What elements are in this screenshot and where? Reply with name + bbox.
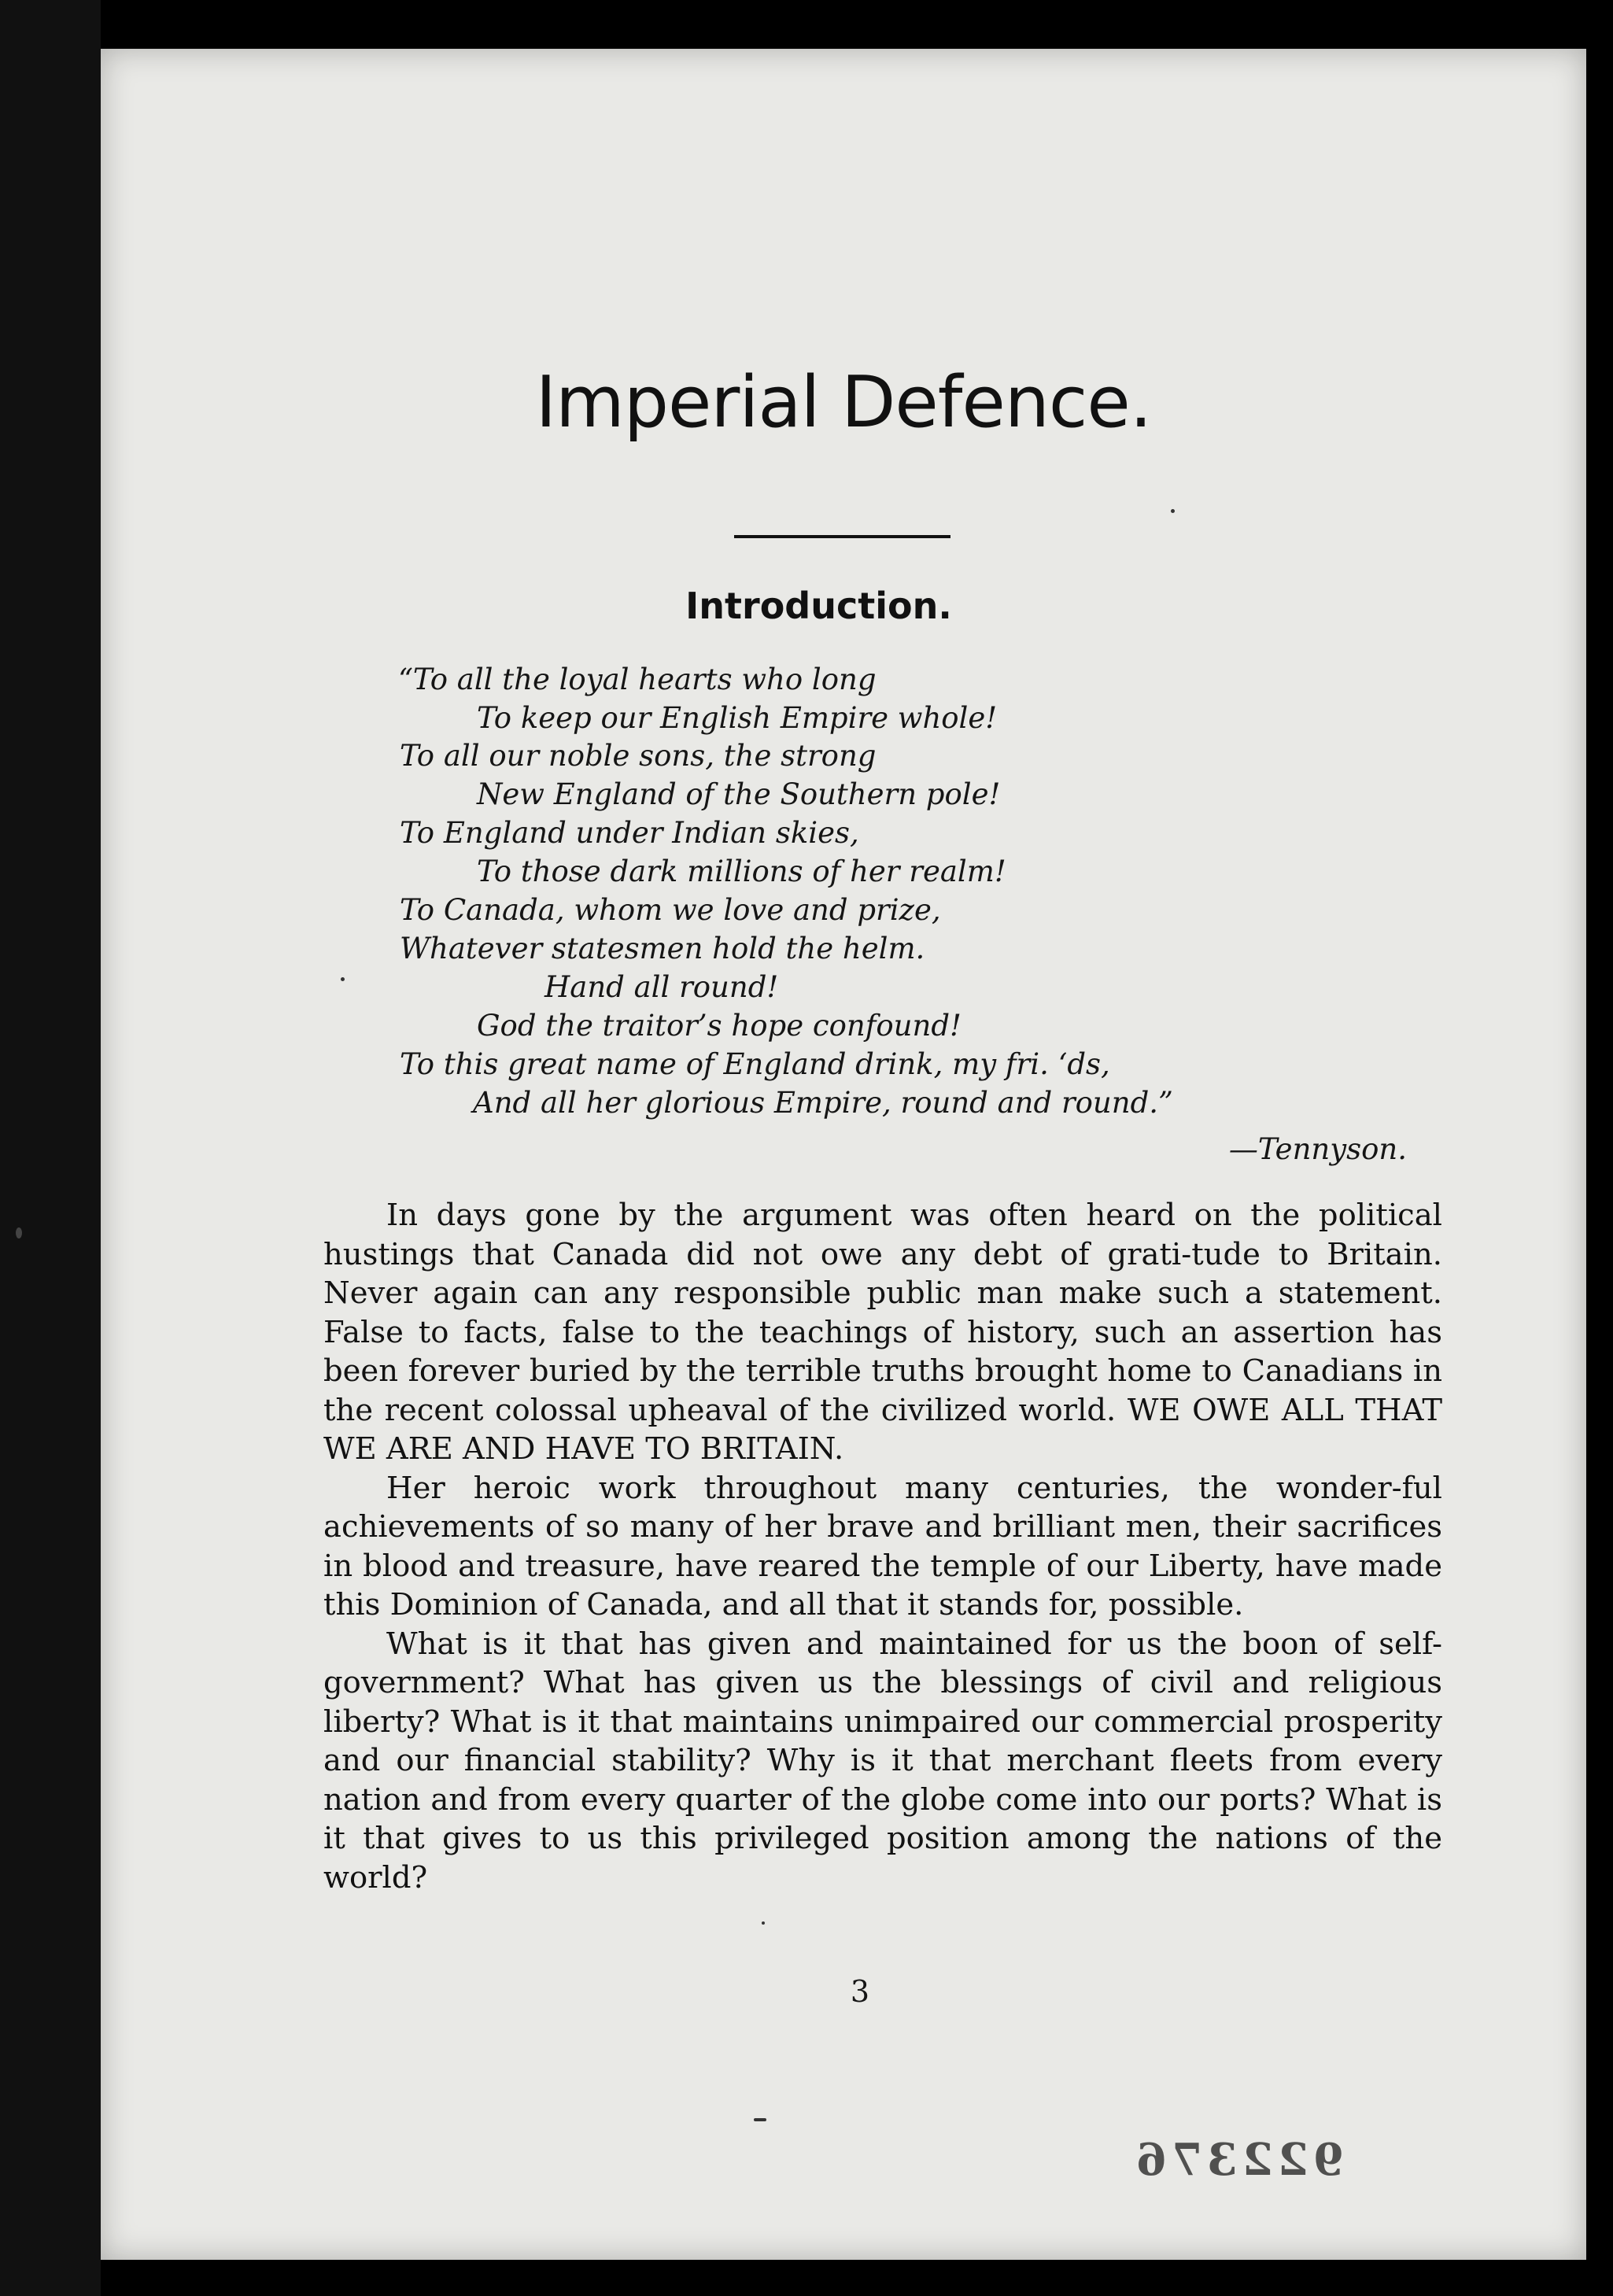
body-paragraph: Her heroic work throughout many centuries, the wonder-ful achievements of so many of her brave and brilliant men, their sacrifices in blood and treasure, have reared the temple of our Liberty, have made this Dominion of Canada, and all that it stands for, possible. [323, 1470, 1442, 1622]
scan-speck [1171, 509, 1175, 513]
scan-speck [754, 2118, 766, 2121]
poem-line: And all her glorious Empire, round and round.” [473, 1086, 1173, 1120]
poem-line: New England of the Southern pole! [477, 777, 1001, 811]
poem-line: To this great name of England drink, my fri. ‘ds, [400, 1047, 1110, 1081]
page-number: 3 [850, 1974, 870, 2009]
poem-line: God the traitor’s hope confound! [477, 1009, 962, 1043]
poem-line: “To all the loyal hearts who long [398, 663, 877, 696]
body-paragraph: In days gone by the argument was often heard on the political hustings that Canada did not owe any debt of grati-tude to Britain. Never again can any responsible public man make such a statement. False to facts, false to the teachings of history, such an assertion has been forever buried by the terrible truths brought home to Canadians in the recent colossal upheaval of the civilized world. WE OWE ALL THAT WE ARE AND HAVE TO BRITAIN. [323, 1198, 1442, 1467]
body-text [323, 1196, 1442, 1897]
poem-attribution: —Tennyson. [1228, 1132, 1407, 1166]
poem-line: To those dark millions of her realm! [477, 855, 1006, 888]
archive-stamp: 922376 [1131, 2134, 1344, 2186]
poem-line: Whatever statesmen hold the helm. [400, 932, 925, 965]
poem-epigraph [101, 49, 1586, 1174]
scan-border-left [0, 0, 101, 2296]
poem-line: To keep our English Empire whole! [477, 701, 998, 735]
poem-line: To England under Indian skies, [400, 816, 859, 850]
section-heading: Introduction. [685, 585, 952, 627]
scan-speck [762, 1921, 765, 1925]
page-title: Imperial Defence. [535, 361, 1152, 444]
body-paragraph: What is it that has given and maintained for us the boon of self-government? What has given us the blessings of civil and religious liberty? What is it that maintains unimpaired our commercial prosperity and our financial stability? Why is it that merchant fleets from every nation and from every quarter of the globe come into our ports? What is it that gives to us this privileged position among the nations of the world? [323, 1626, 1442, 1895]
scan-speck [341, 977, 345, 981]
poem-line: To Canada, whom we love and prize, [400, 893, 941, 927]
poem-line: To all our noble sons, the strong [400, 739, 877, 773]
poem-line: Hand all round! [544, 970, 779, 1004]
scan-speck [16, 1227, 22, 1238]
document-page [101, 49, 1586, 2260]
